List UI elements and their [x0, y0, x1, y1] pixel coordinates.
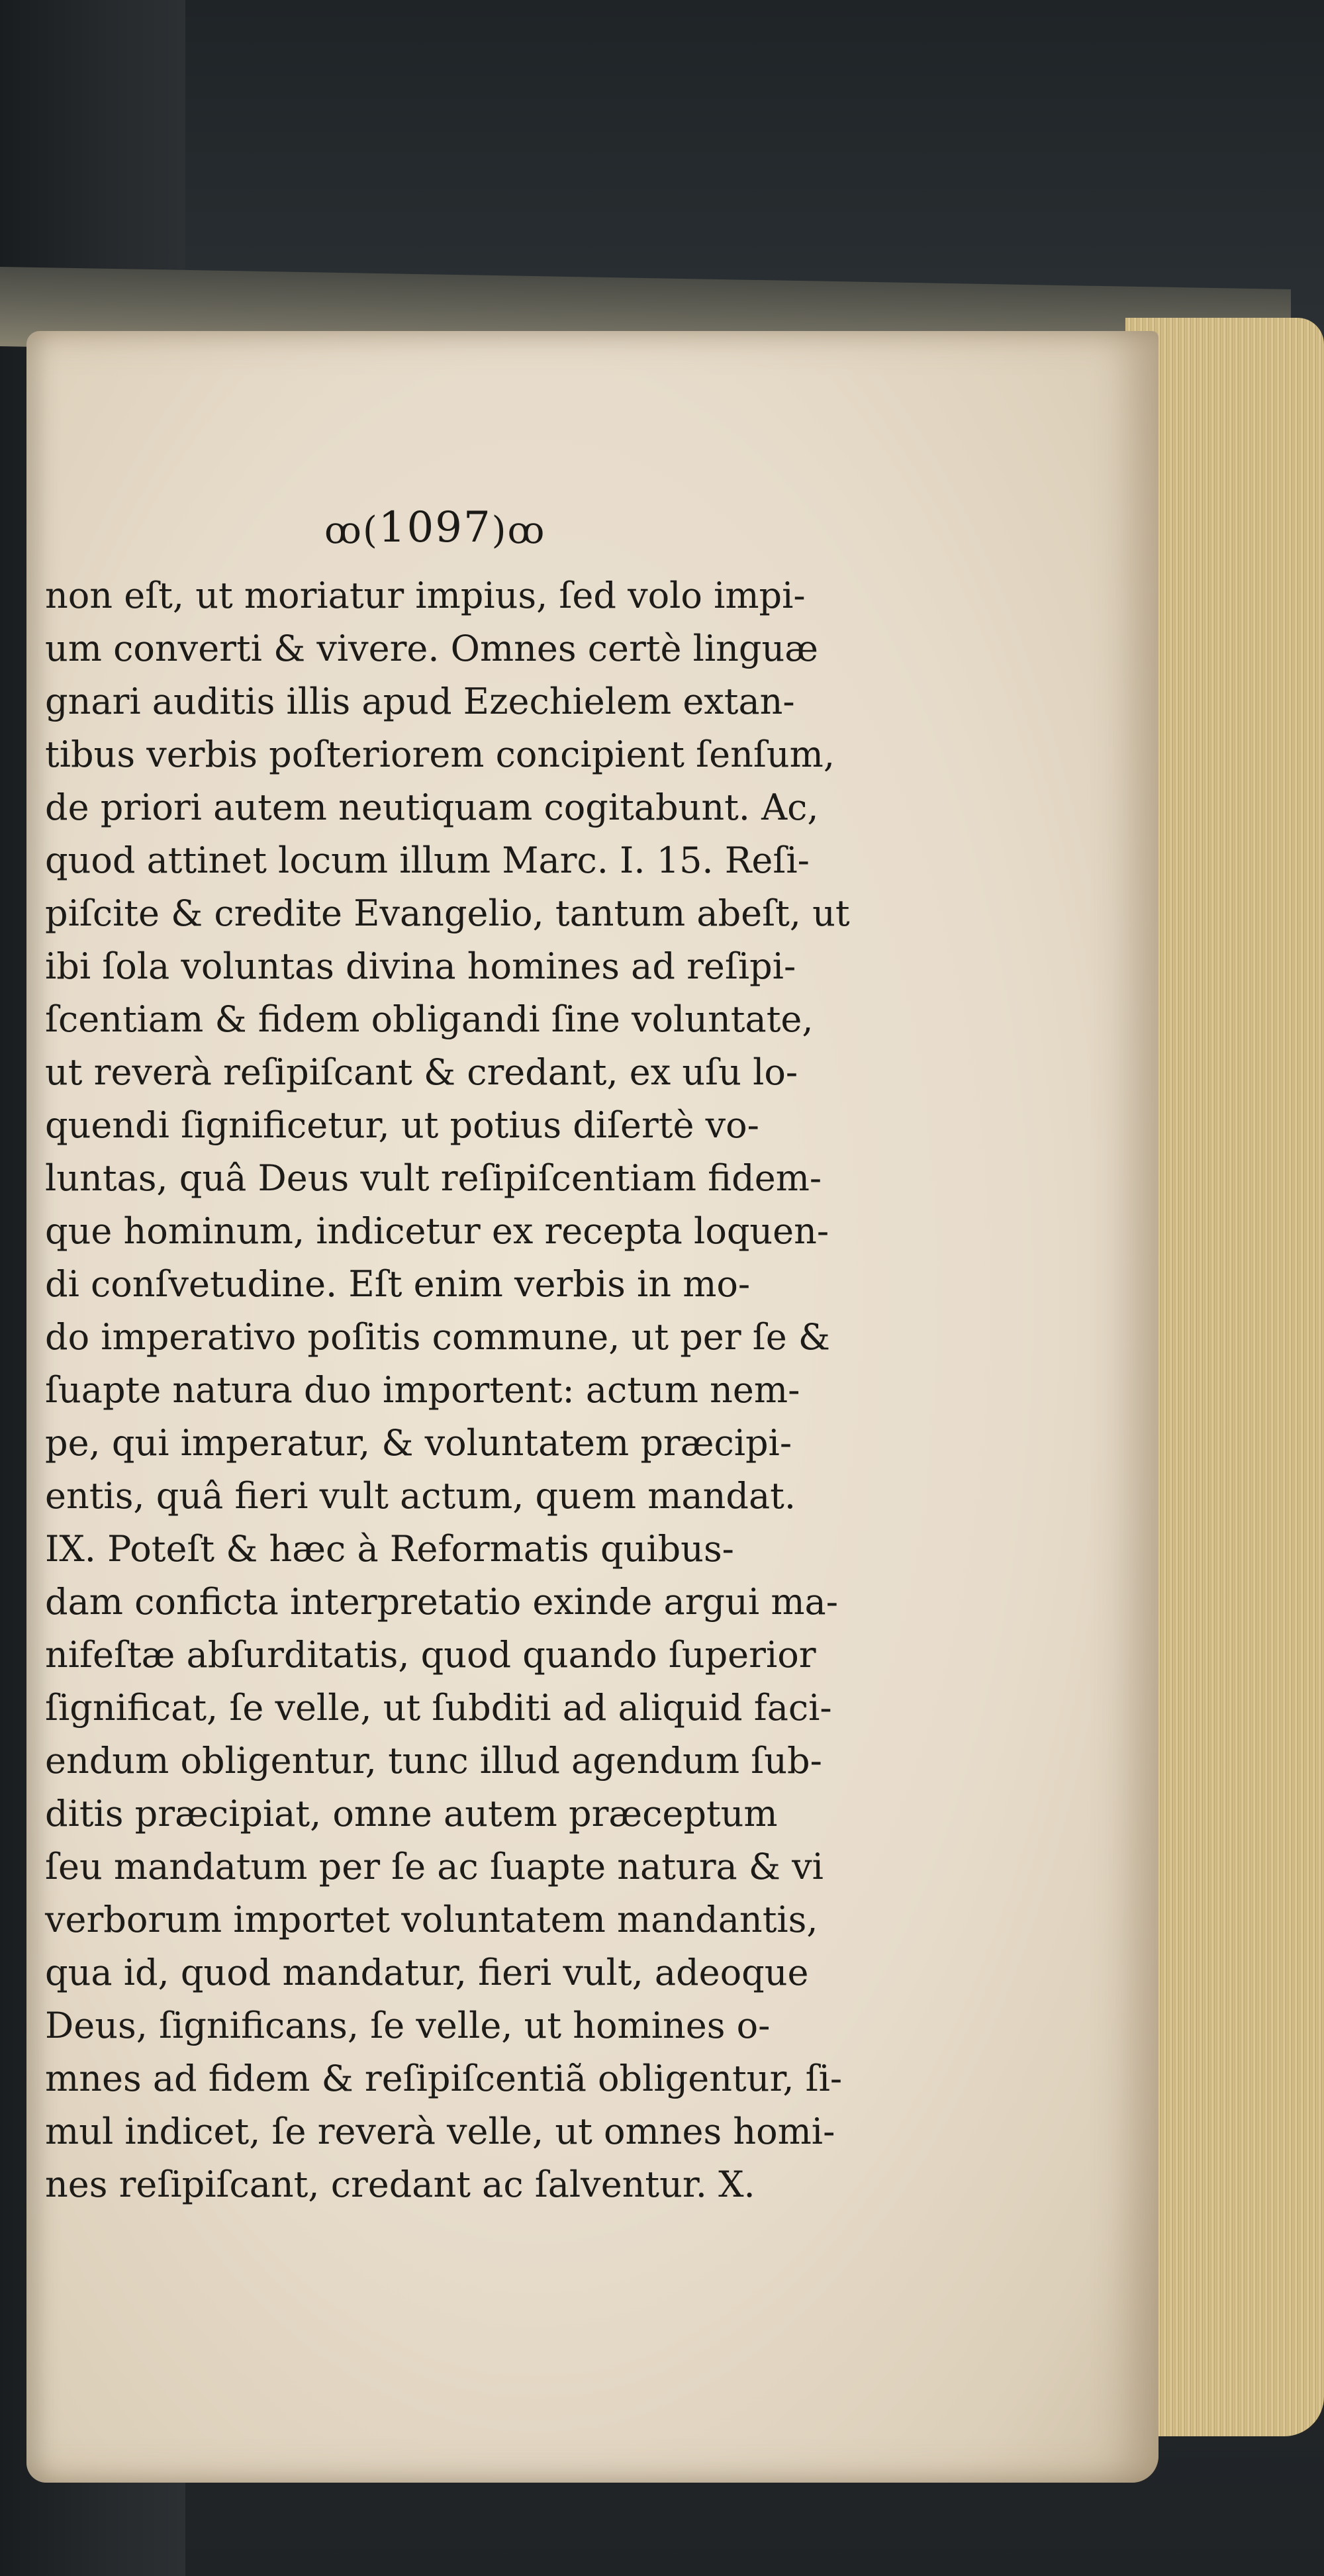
text-line: ſuapte natura duo importent: actum nem- [45, 1369, 800, 1411]
text-line: ſcentiam & fidem obligandi ſine voluntate, [45, 998, 814, 1040]
text-line: dam conficta interpretatio exinde argui ma- [45, 1581, 838, 1623]
text-line: ibi ſola voluntas divina homines ad reſipi- [45, 945, 796, 987]
text-line: tibus verbis poſteriorem concipient ſenſum, [45, 734, 835, 775]
text-line: um converti & vivere. Omnes certè linguæ [45, 628, 819, 669]
text-line: piſcite & credite Evangelio, tantum abeſt, ut [45, 892, 850, 934]
text-line: quod attinet locum illum Marc. I. 15. Reſi- [45, 839, 810, 881]
text-line: do imperativo poſitis commune, ut per ſe & [45, 1316, 830, 1358]
text-line: ditis præcipiat, omne autem præceptum [45, 1793, 778, 1835]
text-line: ſeu mandatum per ſe ac ſuapte natura & vi [45, 1846, 824, 1887]
text-line: nes reſipiſcant, credant ac ſalventur. X. [45, 2164, 755, 2205]
text-line: pe, qui imperatur, & voluntatem præcipi- [45, 1422, 792, 1464]
text-line: que hominum, indicetur ex recepta loquen- [45, 1210, 829, 1252]
text-line: entis, quâ fieri vult actum, quem mandat. [45, 1475, 796, 1517]
page-header [324, 503, 545, 552]
text-line: mul indicet, ſe reverà velle, ut omnes homi- [45, 2111, 835, 2152]
text-line: ut reverà reſipiſcant & credant, ex uſu lo- [45, 1051, 798, 1093]
text-line: quendi ſignificetur, ut potius diſertè vo- [45, 1104, 759, 1146]
text-line: Deus, ſignificans, ſe velle, ut homines o- [45, 2005, 771, 2046]
text-line: endum obligentur, tunc illud agendum ſub- [45, 1740, 822, 1782]
text-line: de priori autem neutiquam cogitabunt. Ac, [45, 787, 819, 828]
header-ornament-left: ꝏ( [324, 509, 379, 552]
body-text [45, 569, 859, 2211]
text-line: ſignificat, ſe velle, ut ſubditi ad aliquid faci- [45, 1687, 832, 1729]
text-line: verborum importet voluntatem mandantis, [45, 1899, 818, 1940]
text-line: gnari auditis illis apud Ezechielem extan- [45, 681, 795, 722]
text-line: mnes ad fidem & reſipiſcentiã obligentur, ſi- [45, 2058, 843, 2099]
text-line: di conſvetudine. Eſt enim verbis in mo- [45, 1263, 751, 1305]
text-line: nifeſtæ abſurditatis, quod quando ſuperior [45, 1634, 816, 1676]
text-line-section-ix: IX. Poteſt & hæc à Reformatis quibus- [45, 1528, 734, 1570]
header-ornament-right: )ꝏ [491, 509, 546, 552]
text-line: qua id, quod mandatur, fieri vult, adeoque [45, 1952, 809, 1993]
text-line: luntas, quâ Deus vult reſipiſcentiam fidem- [45, 1157, 822, 1199]
text-line: non eſt, ut moriatur impius, ſed volo impi- [45, 575, 806, 616]
page-number: 1097 [378, 503, 492, 552]
